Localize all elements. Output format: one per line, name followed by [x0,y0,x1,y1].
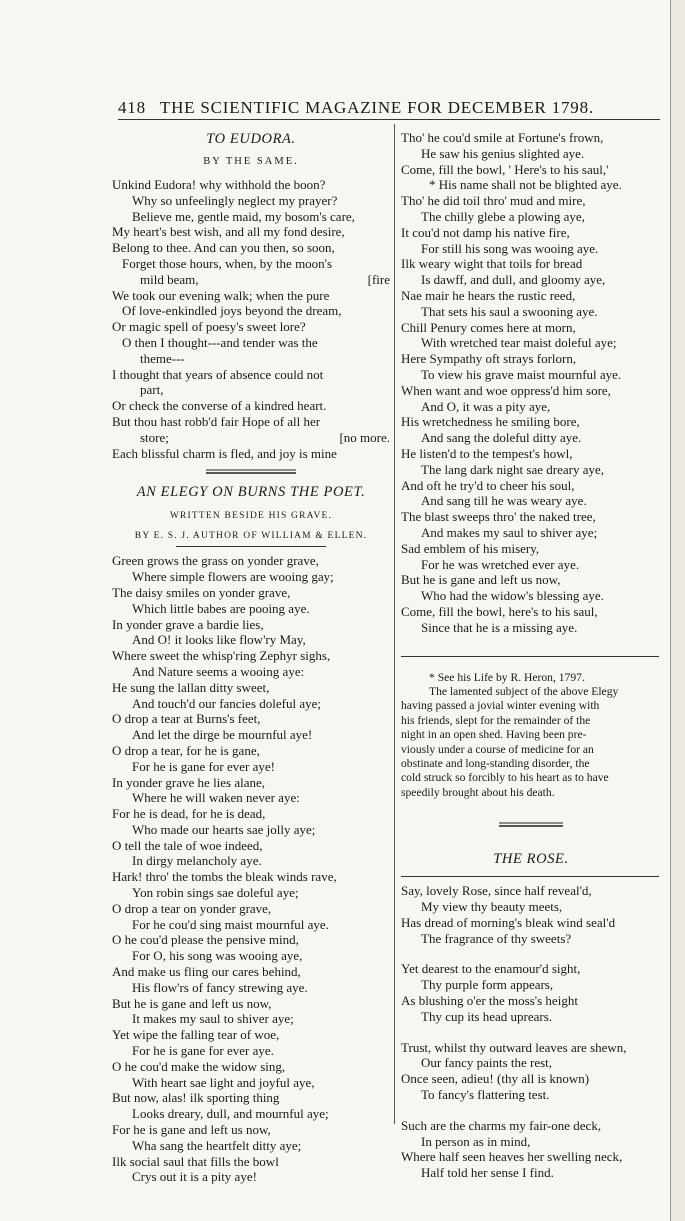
poem-line: Who made our hearts sae jolly aye; [132,821,316,837]
poem-line: It cou'd not damp his native fire, [401,224,570,240]
header-rule [118,119,660,120]
elegy-subtitle: WRITTEN BESIDE HIS GRAVE. [169,511,333,522]
poem-line: The chilly glebe a plowing aye, [421,208,585,224]
poem-line: And oft he try'd to cheer his soul, [401,477,575,493]
poem-line: But thou hast robb'd fair Hope of all her [112,413,321,429]
poem-line: Yet wipe the falling tear of woe, [112,1027,280,1043]
poem-line: Ilk social saul that fills the bowl [112,1153,279,1169]
poem-line: Of love-enkindled joys beyond the dream, [122,303,342,319]
page-edge [670,0,685,1221]
stanza [401,961,661,1024]
poem-line: Or magic spell of poesy's sweet lore? [112,319,306,335]
poem-line: My heart's best wish, and all my fond desire, [112,224,345,240]
poem-line: For he is gane and left us now, [112,1122,271,1138]
poem-line: Or check the converse of a kindred heart. [112,398,327,414]
poem-line: Green grows the grass on yonder grave, [112,553,319,569]
elegy-footnote [401,671,661,801]
poem-line: For he is gane for ever aye. [132,1043,274,1059]
poem-line: O drop a tear on yonder grave, [112,900,272,916]
poem-line: The blast sweeps thro' the naked tree, [401,509,596,525]
elegy-author: BY E. S. J. AUTHOR OF WILLIAM & ELLEN. [134,531,368,542]
stanza [401,1118,661,1181]
poem-line: His flow'rs of fancy strewing aye. [132,979,308,995]
poem-line: When want and woe oppress'd him sore, [401,382,611,398]
poem-line: store; [140,429,169,445]
poem-line: And sang till he was weary aye. [421,493,587,509]
footnote-line: cold struck so forcibly to his heart as to have [401,771,609,785]
poem-line: The fragrance of thy sweets? [421,930,572,946]
poem-line: Once seen, adieu! (thy all is known) [401,1071,590,1087]
poem-line: He listen'd to the tempest's howl, [401,445,573,461]
poem-line: Chill Penury comes here at morn, [401,319,576,335]
poem-line: Believe me, gentle maid, my bosom's care, [132,208,355,224]
elegy-right-stanzas [401,130,661,636]
poem-line: With heart sae light and joyful aye, [132,1074,315,1090]
poem-line: Our fancy paints the rest, [421,1055,553,1071]
poem-line: Where he will waken never aye: [132,790,300,806]
poem-line-fragment: [fire [367,271,390,287]
poem-line: For he is gane for ever aye! [132,758,275,774]
poem-line-split [112,430,390,446]
poem-line: And O! it looks like flow'ry May, [132,632,306,648]
rose-title: THE ROSE. [493,851,569,868]
poem-line: But he is gane and left us now, [401,572,561,588]
poem-line: Each blissful charm is fled, and joy is mine [112,445,337,461]
poem-line: O tell the tale of woe indeed, [112,837,263,853]
poem-line: Say, lovely Rose, since half reveal'd, [401,883,592,899]
poem-line: And make us fling our cares behind, [112,964,301,980]
poem-line: Where sweet the whisp'ring Zephyr sighs, [112,648,331,664]
eudora-title: TO EUDORA. [206,131,296,147]
poem-line: Sad emblem of his misery, [401,540,540,556]
stanza [401,883,661,946]
footnote-line: * See his Life by R. Heron, 1797. [429,670,585,684]
poem-line: Hark! thro' the tombs the bleak winds rave, [112,869,337,885]
poem-line: Trust, whilst thy outward leaves are shewn, [401,1039,627,1055]
poem-line: I thought that years of absence could not [112,366,324,382]
column-divider [394,124,395,1124]
poem-line: Ilk weary wight that toils for bread [401,256,583,272]
footnote-line: speedily brought about his death. [401,785,555,799]
poem-line: His wretchedness he smiling bore, [401,414,580,430]
footnote-line: night in an open shed. Having been pre- [401,728,587,742]
page-number: 418 [118,98,146,117]
magazine-title: THE SCIENTIFIC MAGAZINE FOR DECEMBER 1798. [159,98,594,117]
right-column [401,130,661,1181]
poem-line: Why so unfeelingly neglect my prayer? [132,192,338,208]
poem-line: For he cou'd sing maist mournful aye. [132,916,329,932]
poem-line: The lang dark night sae dreary aye, [421,461,605,477]
elegy-left-stanzas [112,553,390,1185]
poem-line: For O, his song was wooing aye, [132,948,303,964]
poem-line: With wretched tear maist doleful aye; [421,335,617,351]
poem-line: My view thy beauty meets, [421,898,563,914]
poem-line: But now, alas! ilk sporting thing [112,1090,280,1106]
poem-line: Has dread of morning's bleak wind seal'd [401,914,616,930]
eudora-byline: BY THE SAME. [203,156,299,167]
stanza [401,1040,661,1103]
poem-line: For he is dead, for he is dead, [112,806,266,822]
poem-line: O drop a tear at Burns's feet, [112,711,261,727]
poem-line: O drop a tear, for he is gane, [112,742,260,758]
poem-line: Where simple flowers are wooing gay; [132,569,334,585]
poem-line: * His name shall not be blighted aye. [429,177,622,193]
poem-line: Tho' he did toil thro' mud and mire, [401,193,586,209]
poem-line: Forget those hours, when, by the moon's [122,255,333,271]
poem-line: In person as in mind, [421,1133,531,1149]
poem-line: Since that he is a missing aye. [421,619,578,635]
poem-line: Looks dreary, dull, and mournful aye; [132,1106,329,1122]
poem-line: Who had the widow's blessing aye. [421,588,604,604]
poem-line: O he cou'd please the pensive mind, [112,932,299,948]
rose-poem [401,883,661,1181]
poem-line: We took our evening walk; when the pure [112,287,330,303]
poem-line-fragment: [no more. [339,429,390,445]
poem-line: Which little babes are pooing aye. [132,600,310,616]
poem-line: And Nature seems a wooing aye: [132,663,305,679]
poem-line: To view his grave maist mournful aye. [421,366,622,382]
footnote-line: having passed a jovial winter evening with [401,699,600,713]
poem-line: And sang the doleful ditty aye. [421,430,582,446]
poem-line: theme--- [140,350,185,366]
poem-line: And touch'd our fancies doleful aye; [132,695,321,711]
poem-line: It makes my saul to shiver aye; [132,1011,294,1027]
poem-line: For he was wretched ever aye. [421,556,580,572]
poem-line: Yet dearest to the enamour'd sight, [401,961,581,977]
footnote-line: his friends, slept for the remainder of the [401,713,591,727]
poem-line: Where half seen heaves her swelling neck, [401,1149,623,1165]
running-head [118,98,638,118]
poem-line: But he is gane and left us now, [112,995,272,1011]
elegy-title: AN ELEGY ON BURNS THE POET. [136,484,366,501]
footnote-line: viously under a course of medicine for an [401,742,594,756]
poem-line: In yonder grave he lies alane, [112,774,266,790]
left-column [112,130,390,1185]
author-rule [176,546,326,547]
stanza-gap [401,946,661,961]
poem-line: Such are the charms my fair-one deck, [401,1117,602,1133]
poem-line: He sung the lallan ditty sweet, [112,679,270,695]
poem-line: O then I thought---and tender was the [122,334,318,350]
footnote-line: The lamented subject of the above Elegy [429,684,619,698]
poem-line: mild beam, [140,271,199,287]
footnote-line: obstinate and long-standing disorder, the [401,756,590,770]
poem-line: To fancy's flattering test. [421,1086,550,1102]
poem-line: Half told her sense I find. [421,1165,554,1181]
poem-line: Wha sang the heartfelt ditty aye; [132,1137,302,1153]
poem-line: In dirgy melancholy aye. [132,853,262,869]
stanza-gap [401,1103,661,1118]
poem-line: The daisy smiles on yonder grave, [112,584,291,600]
poem-line: Yon robin sings sae doleful aye; [132,885,299,901]
stanza-gap [401,1025,661,1040]
poem-line: And O, it was a pity aye, [421,398,551,414]
poem-line: part, [140,382,164,398]
poem-line: Thy cup its head uprears. [421,1008,553,1024]
poem-line: And let the dirge be mournful aye! [132,727,313,743]
poem-line: As blushing o'er the moss's height [401,992,578,1008]
poem-line: He saw his genius slighted aye. [421,145,585,161]
poem-line: And makes my saul to shiver aye; [421,524,598,540]
poem-line: Here Sympathy oft strays forlorn, [401,351,577,367]
poem-line: Come, fill the bowl, ' Here's to his saul,' [401,161,609,177]
poem-line: O he cou'd make the widow sing, [112,1058,286,1074]
poem-line: Unkind Eudora! why withhold the boon? [112,177,326,192]
poem-line: Tho' he cou'd smile at Fortune's frown, [401,130,604,145]
poem-line-split [112,272,390,288]
poem-line: Nae mair he hears the rustic reed, [401,287,576,303]
poem-line: Is dawff, and dull, and gloomy aye, [421,272,606,288]
poem-line: Thy purple form appears, [421,977,554,993]
poem-line: That sets his saul a swooning aye. [421,303,598,319]
poem-line: In yonder grave a bardie lies, [112,616,264,632]
poem-line: Crys out it is a pity aye! [132,1169,257,1185]
poem-line: For still his song was wooing aye. [421,240,599,256]
poem-line: Belong to thee. And can you then, so soon, [112,240,335,256]
poem-line: Come, fill the bowl, here's to his saul, [401,603,598,619]
